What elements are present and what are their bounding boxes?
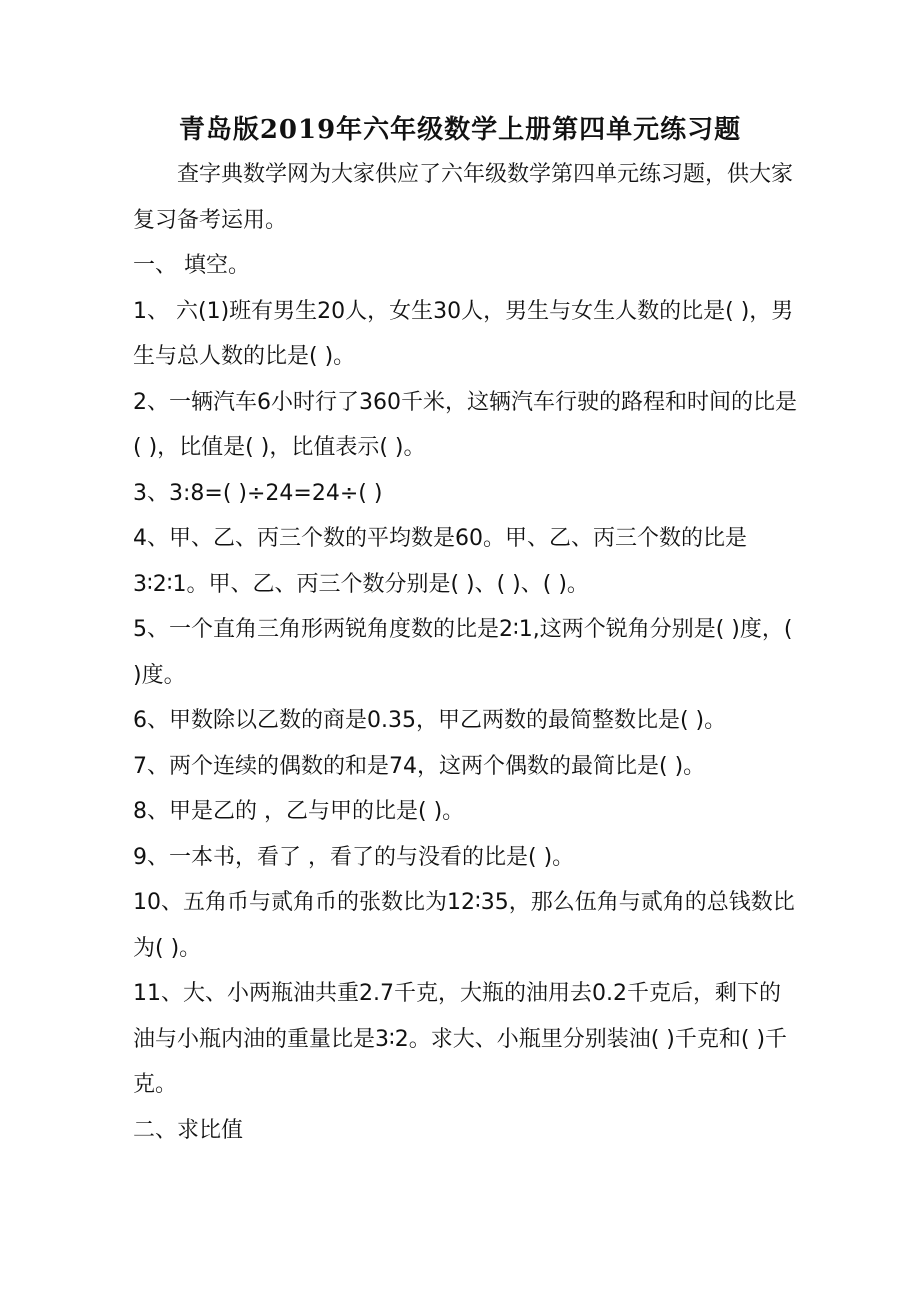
question-4: 4、甲、乙、丙三个数的平均数是60。甲、乙、丙三个数的比是3∶2∶1。甲、乙、丙三个数分别是( )、( )、( )。 [133,526,747,597]
question-6: 6、甲数除以乙数的商是0.35，甲乙两数的最简整数比是( )。 [133,708,727,733]
question-10: 10、五角币与贰角币的张数比为12∶35，那么伍角与贰角的总钱数比为( )。 [133,890,795,961]
question-11: 11、大、小两瓶油共重2.7千克，大瓶的油用去0.2千克后，剩下的油与小瓶内油的重量比是3∶2。求大、小瓶里分别装油( )千克和( )千克。 [133,981,788,1097]
question-2: 2、一辆汽车6小时行了360千米，这辆汽车行驶的路程和时间的比是( )，比值是( )，比值表示( )。 [133,389,797,460]
document-title: 青岛版2019年六年级数学上册第四单元练习题 [178,115,742,145]
question-5: 5、一个直角三角形两锐角度数的比是2∶1,这两个锐角分别是( )度，( )度。 [133,617,793,688]
section-heading-ratio-value: 二、求比值 [133,1117,244,1143]
intro-paragraph: 查字典数学网为大家供应了六年级数学第四单元练习题，供大家复习备考运用。 [133,162,794,233]
question-1: 1、 六(1)班有男生20人，女生30人，男生与女生人数的比是( )，男生与总人数的比是( )。 [133,298,794,369]
question-7: 7、两个连续的偶数的和是74，这两个偶数的最简比是( )。 [133,753,706,779]
question-8: 8、甲是乙的 ，乙与甲的比是( )。 [133,799,465,824]
document-body [133,152,798,1153]
question-9: 9、一本书，看了 ，看了的与没看的比是( )。 [133,844,575,870]
question-3: 3、3:8=( )÷24=24÷( ) [133,480,383,506]
section-heading-fill-in: 一、 填空。 [133,253,250,278]
